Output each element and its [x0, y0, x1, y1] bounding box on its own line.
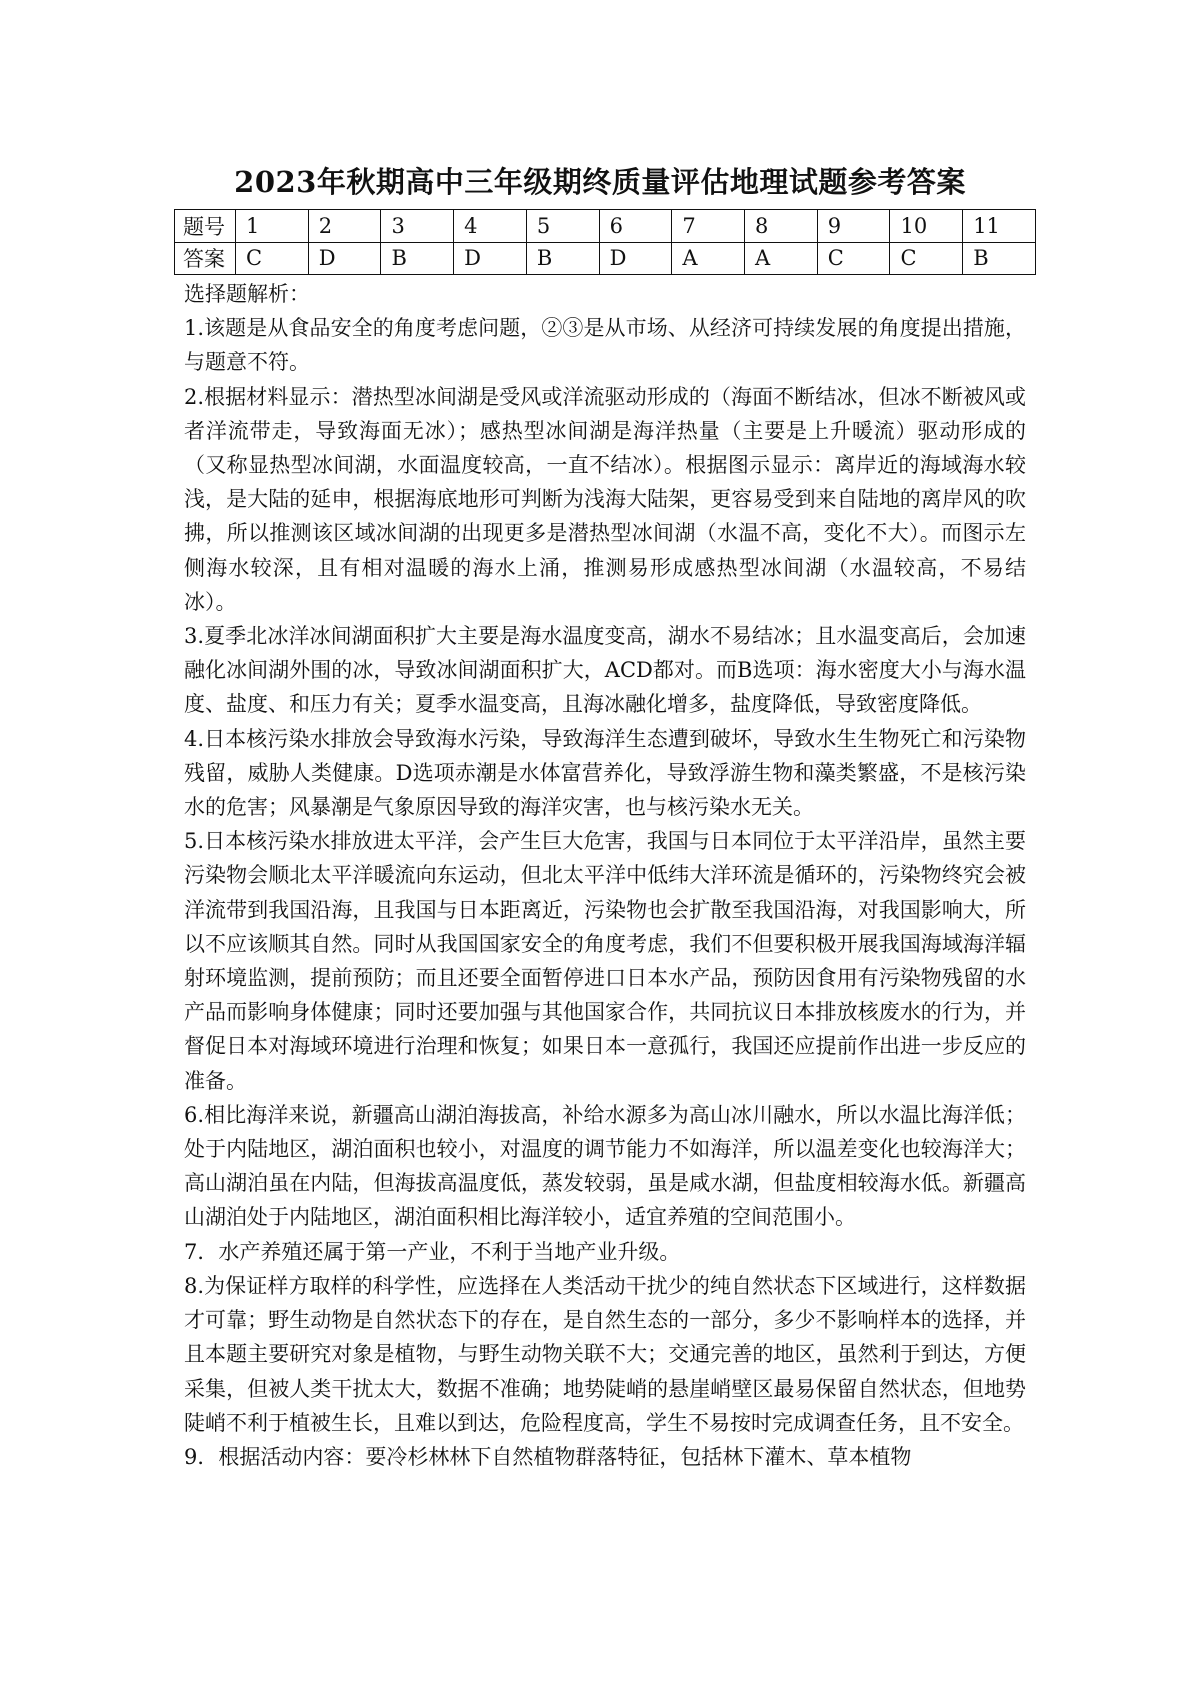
answer-cell: B: [381, 242, 454, 275]
answer-cell: B: [526, 242, 599, 275]
explanation-paragraph: 4.日本核污染水排放会导致海水污染，导致海洋生态遭到破坏，导致水生生物死亡和污染物残留，威胁人类健康。D选项赤潮是水体富营养化，导致浮游生物和藻类繁盛，不是核污染水的危害；风暴潮是气象原因导致的海洋灾害，也与核污染水无关。: [184, 726, 1026, 820]
answer-cell: C: [890, 242, 963, 275]
answer-cell: C: [817, 242, 890, 275]
explanation-paragraph: 6.相比海洋来说，新疆高山湖泊海拔高，补给水源多为高山冰川融水，所以水温比海洋低；处于内陆地区，湖泊面积也较小，对温度的调节能力不如海洋，所以温差变化也较海洋大；高山湖泊虽在内陆，但海拔高温度低，蒸发较弱，虽是咸水湖，但盐度相较海水低。新疆高山湖泊处于内陆地区，湖泊面积相比海洋较小，适宜养殖的空间范围小。: [184, 1102, 1026, 1230]
question-number: 5: [526, 210, 599, 243]
table-row-numbers: [175, 210, 1036, 243]
answer-table: [174, 209, 1036, 275]
section-label: 选择题解析：: [184, 282, 310, 306]
explanation-paragraph: 7．水产养殖还属于第一产业，不利于当地产业升级。: [184, 1239, 681, 1264]
table-row-answers: [175, 242, 1036, 275]
answer-cell: C: [236, 242, 309, 275]
answer-cell: D: [599, 242, 672, 275]
explanation-paragraph: 9．根据活动内容：要冷杉林林下自然植物群落特征，包括林下灌木、草本植物: [184, 1444, 912, 1469]
row-label-answer: 答案: [175, 242, 236, 275]
answer-cell: A: [672, 242, 745, 275]
question-number: 6: [599, 210, 672, 243]
question-number: 8: [745, 210, 818, 243]
question-number: 2: [308, 210, 381, 243]
answer-cell: A: [745, 242, 818, 275]
question-number: 10: [890, 210, 963, 243]
explanations-body: [184, 277, 1026, 1474]
explanation-paragraph: 8.为保证样方取样的科学性，应选择在人类活动干扰少的纯自然状态下区域进行，这样数据才可靠；野生动物是自然状态下的存在，是自然生态的一部分，多少不影响样本的选择，并且本题主要研究对象是植物，与野生动物关联不大；交通完善的地区，虽然利于到达，方便采集，但被人类干扰太大，数据不准确；地势陡峭的悬崖峭壁区最易保留自然状态，但地势陡峭不利于植被生长，且难以到达，危险程度高，学生不易按时完成调查任务，且不安全。: [184, 1273, 1026, 1435]
question-number: 11: [963, 210, 1036, 243]
answer-cell: B: [963, 242, 1036, 275]
answer-cell: D: [308, 242, 381, 275]
explanation-paragraph: 1.该题是从食品安全的角度考虑问题，②③是从市场、从经济可持续发展的角度提出措施，与题意不符。: [184, 316, 1026, 375]
explanation-paragraph: 2.根据材料显示：潜热型冰间湖是受风或洋流驱动形成的（海面不断结冰，但冰不断被风或者洋流带走，导致海面无冰）；感热型冰间湖是海洋热量（主要是上升暖流）驱动形成的（又称显热型冰间湖，水面温度较高，一直不结冰）。根据图示显示：离岸近的海域海水较浅，是大陆的延申，根据海底地形可判断为浅海大陆架，更容易受到来自陆地的离岸风的吹拂，所以推测该区域冰间湖的出现更多是潜热型冰间湖（水温不高，变化不大）。而图示左侧海水较深，且有相对温暖的海水上涌，推测易形成感热型冰间湖（水温较高，不易结冰）。: [184, 384, 1026, 614]
question-number: 7: [672, 210, 745, 243]
question-number: 9: [817, 210, 890, 243]
question-number: 1: [236, 210, 309, 243]
row-label-number: 题号: [175, 210, 236, 243]
page-title: 2023年秋期高中三年级期终质量评估地理试题参考答案: [234, 165, 966, 199]
explanation-paragraph: 5.日本核污染水排放进太平洋，会产生巨大危害，我国与日本同位于太平洋沿岸，虽然主要污染物会顺北太平洋暖流向东运动，但北太平洋中低纬大洋环流是循环的，污染物终究会被洋流带到我国沿海，且我国与日本距离近，污染物也会扩散至我国沿海，对我国影响大，所以不应该顺其自然。同时从我国国家安全的角度考虑，我们不但要积极开展我国海域海洋辐射环境监测，提前预防；而且还要全面暂停进口日本水产品，预防因食用有污染物残留的水产品而影响身体健康；同时还要加强与其他国家合作，共同抗议日本排放核废水的行为，并督促日本对海域环境进行治理和恢复；如果日本一意孤行，我国还应提前作出进一步反应的准备。: [184, 829, 1026, 1093]
answer-cell: D: [454, 242, 527, 275]
question-number: 3: [381, 210, 454, 243]
explanation-paragraph: 3.夏季北冰洋冰间湖面积扩大主要是海水温度变高，湖水不易结冰；且水温变高后，会加速融化冰间湖外围的冰，导致冰间湖面积扩大，ACD都对。而B选项：海水密度大小与海水温度、盐度、和压力有关；夏季水温变高，且海冰融化增多，盐度降低，导致密度降低。: [184, 624, 1026, 717]
question-number: 4: [454, 210, 527, 243]
